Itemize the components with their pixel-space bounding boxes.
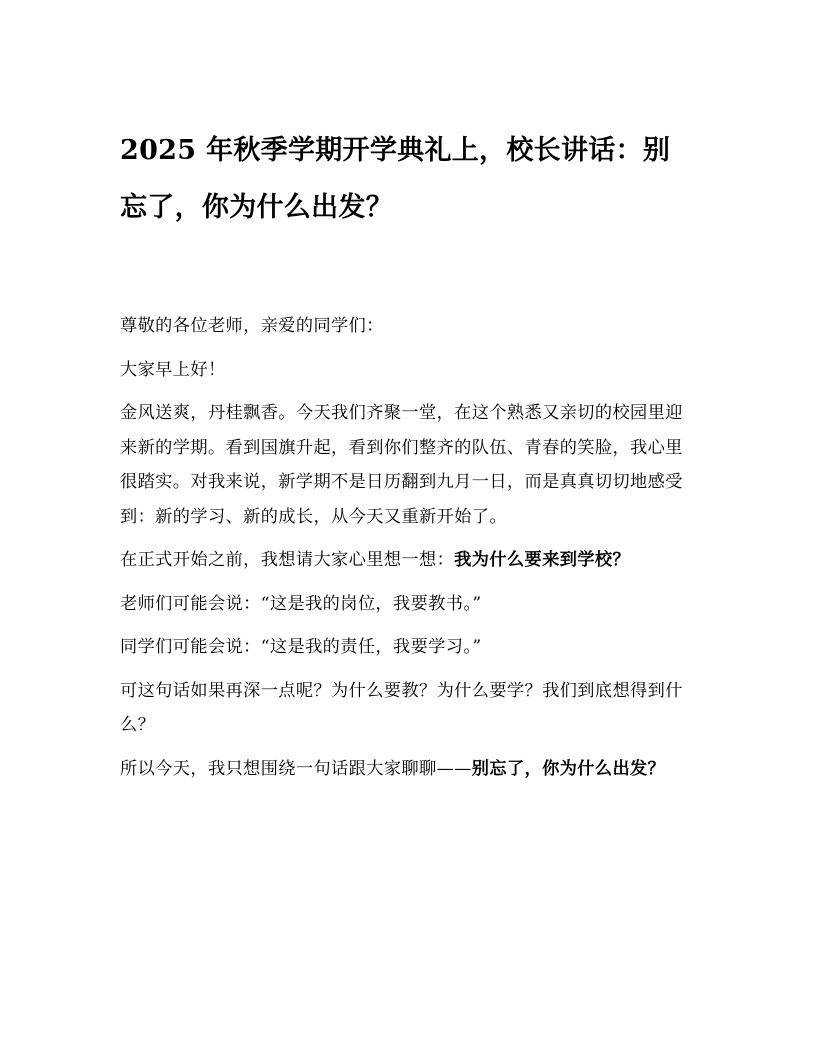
paragraph-opening bbox=[120, 396, 692, 534]
document-body bbox=[120, 309, 692, 786]
paragraph-good-morning bbox=[120, 353, 692, 388]
paragraph-text: 尊敬的各位老师，亲爱的同学们： bbox=[120, 316, 384, 336]
paragraph-theme bbox=[120, 752, 692, 787]
paragraph-deeper bbox=[120, 674, 692, 743]
paragraph-text: 所以今天，我只想围绕一句话跟大家聊聊—— bbox=[120, 758, 472, 779]
paragraph-question bbox=[120, 543, 692, 578]
document-title: 2025 年秋季学期开学典礼上，校长讲话：别忘了，你为什么出发？ bbox=[120, 135, 671, 223]
paragraph-text: 金风送爽，丹桂飘香。今天我们齐聚一堂，在这个熟悉又亲切的校园里迎来新的学期。看到国旗升起，看到你们整齐的队伍、青春的笑脸，我心里很踏实。对我来说，新学期不是日历翻到九月一日，而是真真切切地感受到：新的学习、新的成长，从今天又重新开始了。 bbox=[120, 403, 683, 527]
paragraph-text: 可这句话如果再深一点呢？为什么要教？为什么要学？我们到底想得到什么？ bbox=[120, 680, 683, 735]
paragraph-bold-text: 我为什么要来到学校？ bbox=[454, 550, 631, 570]
paragraph-text: 大家早上好！ bbox=[120, 359, 226, 380]
paragraph-bold-text: 别忘了，你为什么出发？ bbox=[471, 758, 666, 779]
paragraph-text: 老师们可能会说：“这是我的岗位，我要教书。” bbox=[120, 593, 482, 614]
paragraph-text: 同学们可能会说：“这是我的责任，我要学习。” bbox=[120, 637, 482, 657]
paragraph-students bbox=[120, 630, 692, 665]
paragraph-teachers bbox=[120, 587, 692, 622]
paragraph-greeting bbox=[120, 309, 692, 344]
paragraph-text: 在正式开始之前，我想请大家心里想一想： bbox=[120, 550, 455, 570]
document-page bbox=[120, 122, 692, 795]
